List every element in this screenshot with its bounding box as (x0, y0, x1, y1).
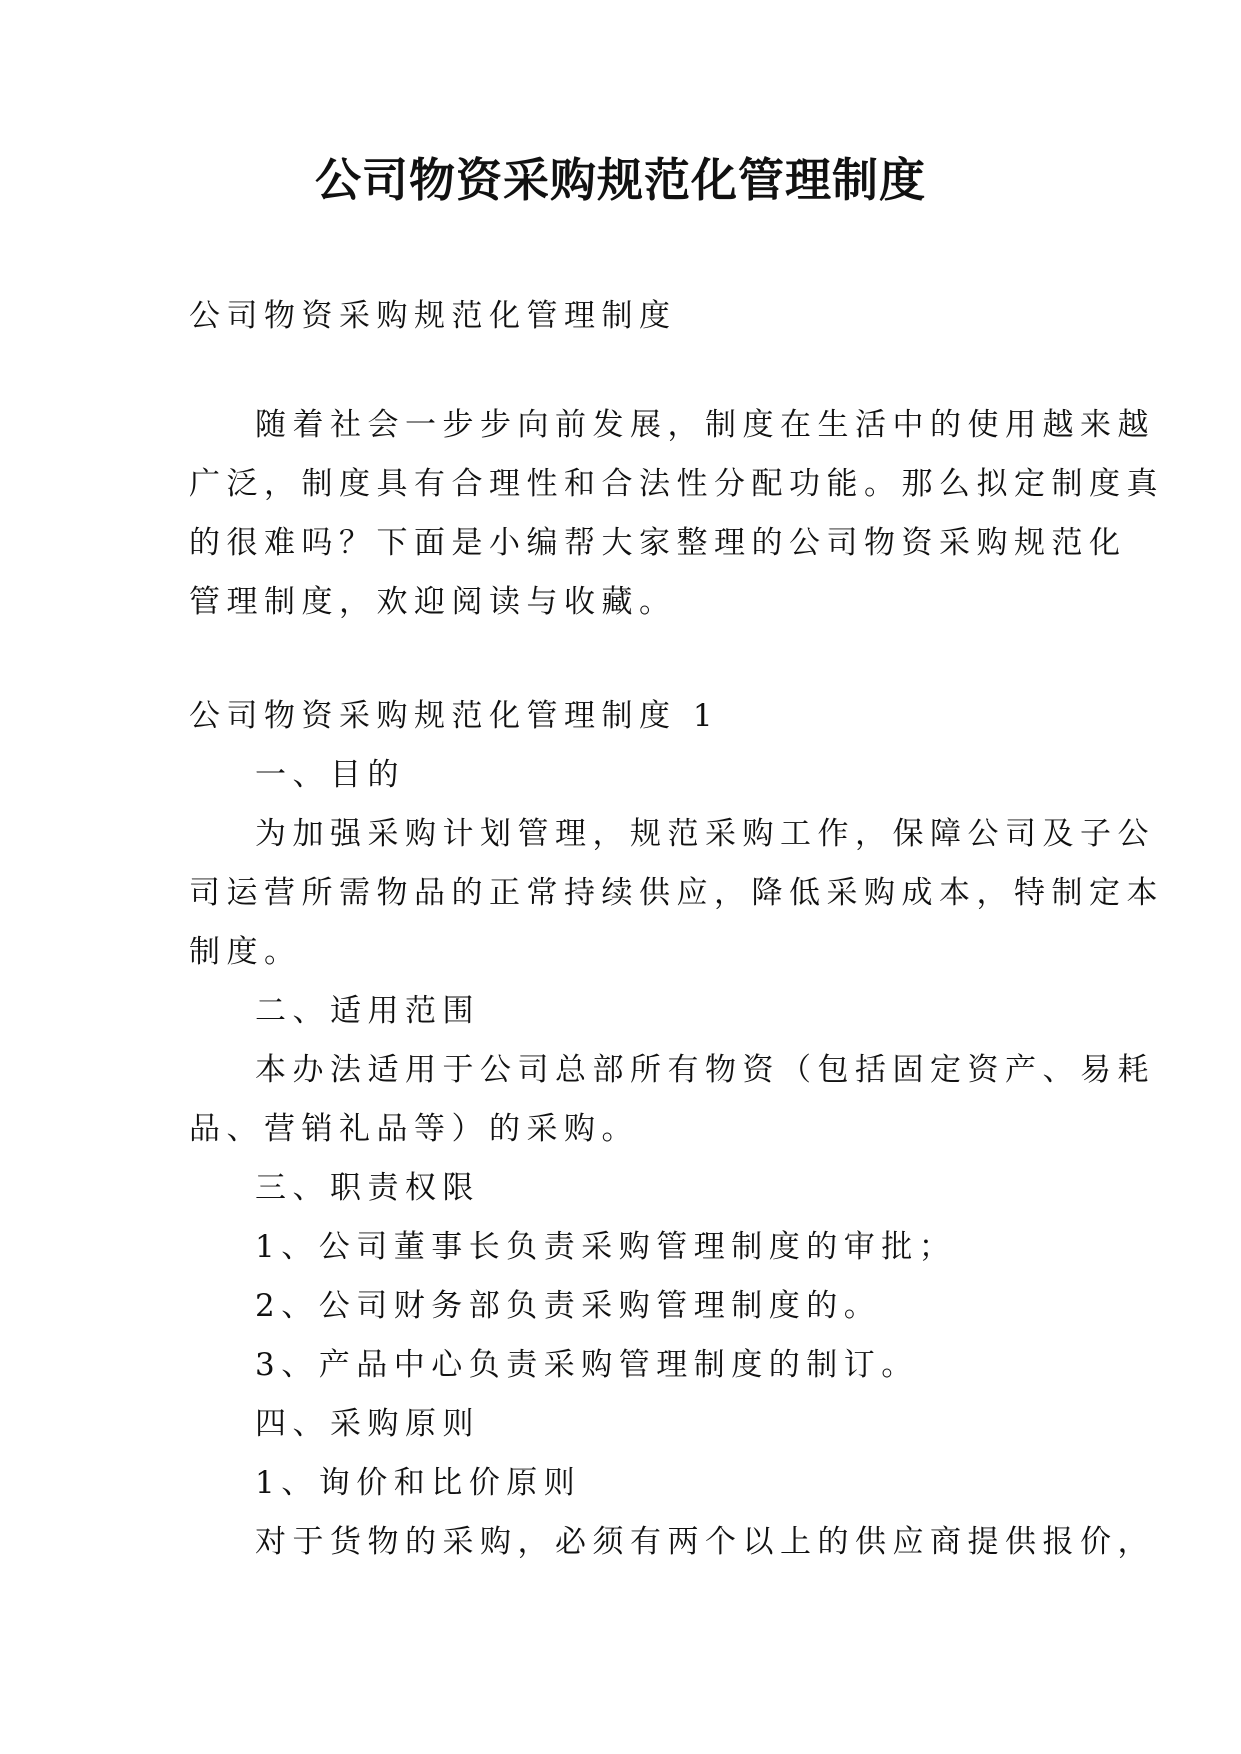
s4-item-1: 1、询价和比价原则 (255, 1465, 582, 1501)
s1-line-3: 制度。 (189, 934, 302, 970)
s2-line-1: 本办法适用于公司总部所有物资（包括固定资产、易耗 (255, 1052, 1155, 1088)
s2-heading: 二、适用范围 (255, 993, 480, 1029)
s1-heading: 一、目的 (255, 757, 405, 793)
intro-line-3: 的很难吗？下面是小编帮大家整理的公司物资采购规范化 (189, 525, 1127, 561)
s2-line-2: 品、营销礼品等）的采购。 (189, 1111, 639, 1147)
s3-item-1: 1、公司董事长负责采购管理制度的审批； (255, 1229, 957, 1265)
s1-line-2: 司运营所需物品的正常持续供应，降低采购成本，特制定本 (189, 875, 1164, 911)
intro-line-2: 广泛，制度具有合理性和合法性分配功能。那么拟定制度真 (189, 466, 1164, 502)
document-title: 公司物资采购规范化管理制度 (315, 153, 926, 207)
intro-line-1: 随着社会一步步向前发展，制度在生活中的使用越来越 (255, 407, 1155, 443)
document-subtitle: 公司物资采购规范化管理制度 (189, 298, 677, 334)
s3-heading: 三、职责权限 (255, 1170, 480, 1206)
intro-line-4: 管理制度，欢迎阅读与收藏。 (189, 584, 677, 620)
s4-heading: 四、采购原则 (255, 1406, 480, 1442)
s3-item-2: 2、公司财务部负责采购管理制度的。 (255, 1288, 882, 1324)
s3-item-3: 3、产品中心负责采购管理制度的制订。 (255, 1347, 919, 1383)
section-heading: 公司物资采购规范化管理制度 1 (189, 698, 720, 734)
s1-line-1: 为加强采购计划管理，规范采购工作，保障公司及子公 (255, 816, 1155, 852)
s4-line-1: 对于货物的采购，必须有两个以上的供应商提供报价， (255, 1524, 1155, 1560)
